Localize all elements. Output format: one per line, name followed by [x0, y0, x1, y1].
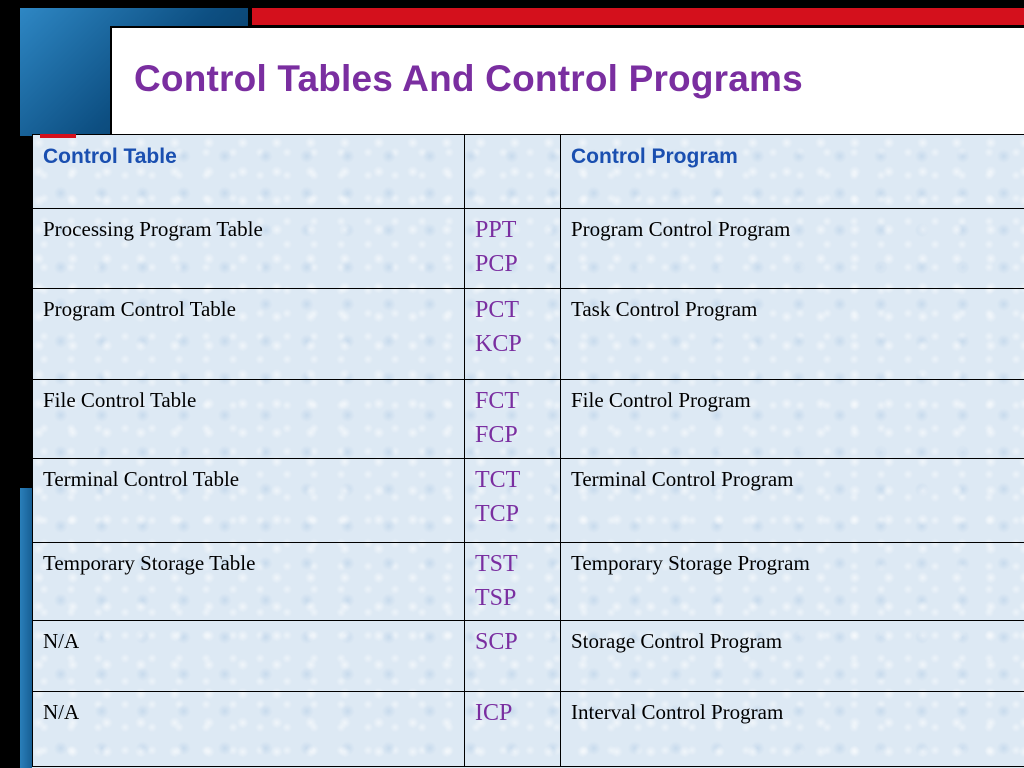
cell-table-name: Program Control Table [33, 289, 465, 380]
abbr-table: TCT [475, 467, 521, 493]
cell-table-name: N/A [33, 692, 465, 767]
abbr-table: FCT [475, 388, 520, 414]
header-control-table: Control Table [33, 135, 465, 209]
cell-table-name: Temporary Storage Table [33, 543, 465, 621]
cell-table-name: N/A [33, 621, 465, 692]
table-header-row [33, 135, 1024, 209]
table-row [33, 209, 1024, 289]
cell-abbreviations [465, 459, 561, 543]
abbr-program: ICP [475, 700, 513, 726]
decorative-red-mark [40, 134, 76, 138]
header-abbreviation [465, 135, 561, 209]
table-row [33, 621, 1024, 692]
cell-program-name: File Control Program [561, 380, 1024, 459]
table-row [33, 692, 1024, 767]
cell-abbreviations [465, 621, 561, 692]
cell-table-name: Terminal Control Table [33, 459, 465, 543]
header-control-program: Control Program [561, 135, 1024, 209]
slide-title: Control Tables And Control Programs [134, 58, 803, 99]
decorative-red-bar [252, 8, 1024, 25]
cell-abbreviations [465, 692, 561, 767]
cell-program-name: Interval Control Program [561, 692, 1024, 767]
abbr-table: TST [475, 551, 518, 577]
table-row [33, 289, 1024, 380]
cell-program-name: Program Control Program [561, 209, 1024, 289]
table-row [33, 380, 1024, 459]
abbr-table: PCT [475, 297, 520, 323]
title-box [110, 26, 1024, 134]
control-table [32, 134, 1024, 767]
abbr-program: KCP [475, 331, 522, 357]
table-row [33, 459, 1024, 543]
cell-program-name: Temporary Storage Program [561, 543, 1024, 621]
abbr-table: PPT [475, 217, 517, 243]
cell-abbreviations [465, 380, 561, 459]
cell-table-name: File Control Table [33, 380, 465, 459]
abbr-program: TSP [475, 585, 517, 611]
abbr-program: FCP [475, 422, 518, 448]
abbr-program: SCP [475, 629, 518, 655]
abbr-program: PCP [475, 251, 518, 277]
cell-table-name: Processing Program Table [33, 209, 465, 289]
control-table-wrapper [32, 134, 1024, 768]
cell-abbreviations [465, 209, 561, 289]
table-row [33, 543, 1024, 621]
cell-program-name: Terminal Control Program [561, 459, 1024, 543]
cell-program-name: Task Control Program [561, 289, 1024, 380]
cell-abbreviations [465, 289, 561, 380]
abbr-program: TCP [475, 501, 520, 527]
cell-abbreviations [465, 543, 561, 621]
cell-program-name: Storage Control Program [561, 621, 1024, 692]
